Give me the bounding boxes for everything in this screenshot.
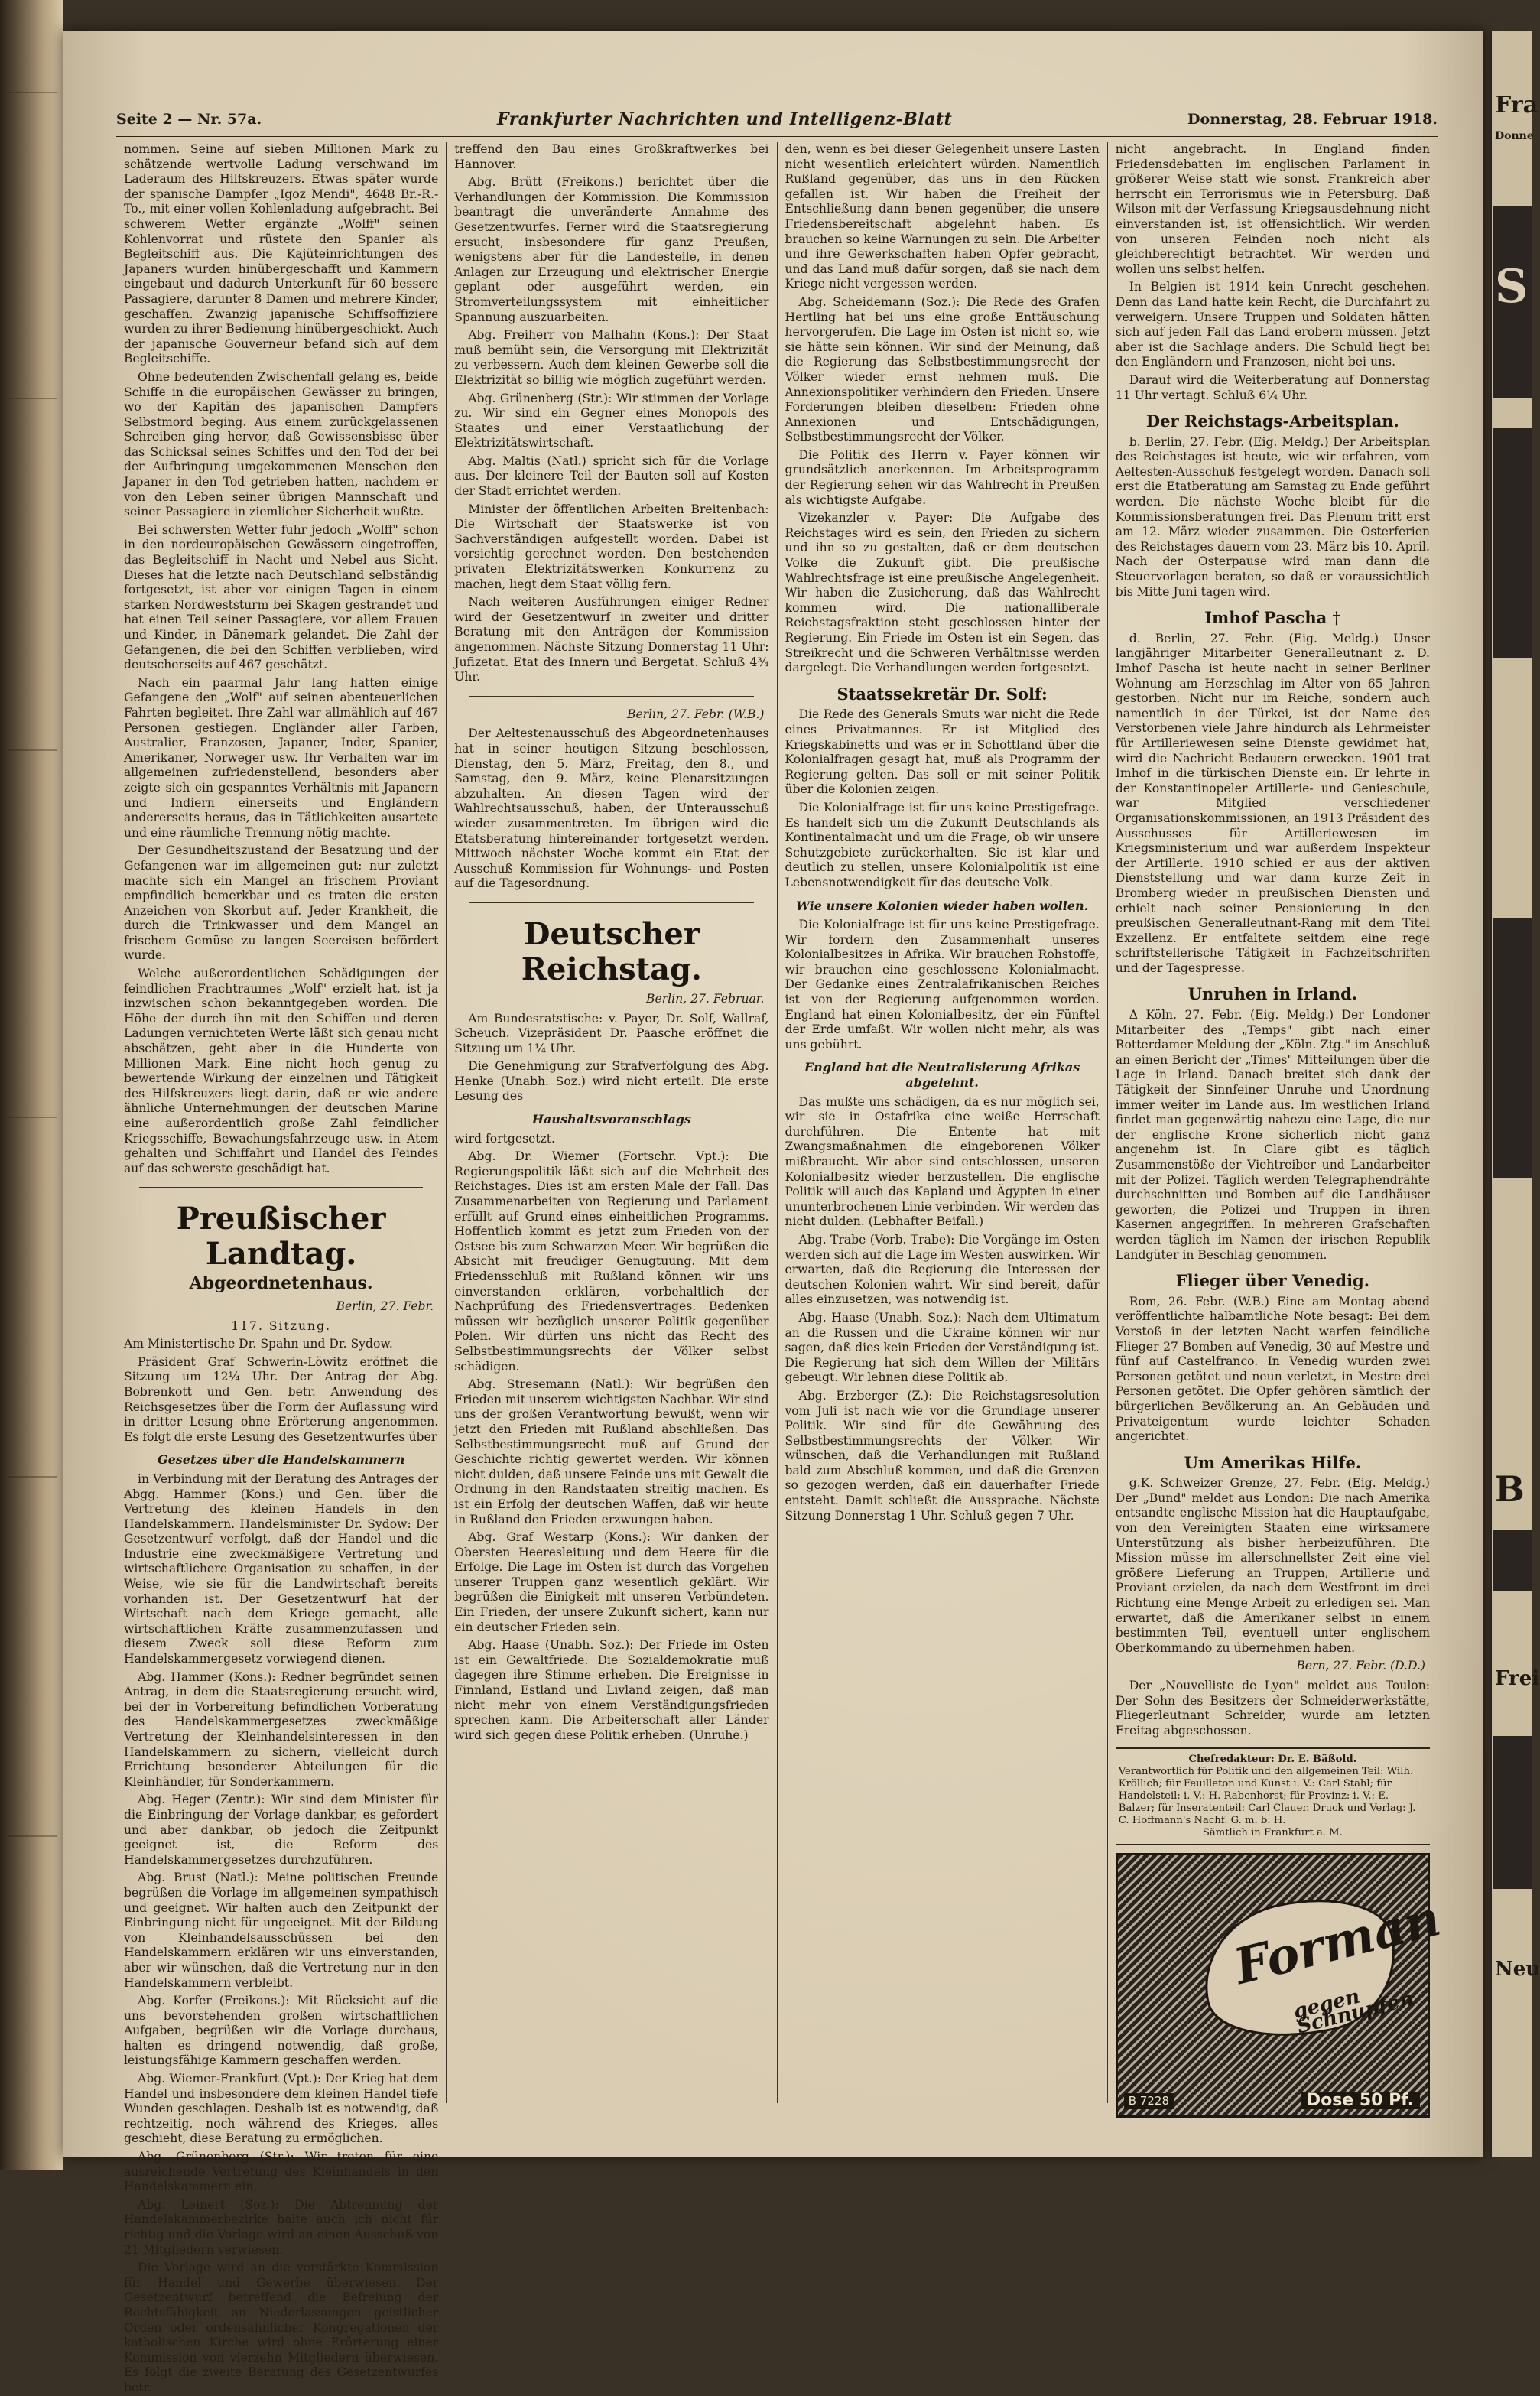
article-paragraph: Welche außerordentlichen Schädigungen der feindlichen Frachtraumes „Wolf" erzielt hat, ist ja inzwischen schon bekanntgegeben worden. Die Höhe der durch ihn mit den Schiffen und deren Ladungen vernichteten Werte läßt sich genau nicht abschätzen, geht aber in die Hunderte von Millionen Mark. Eine nicht hoch genug zu bewertende Wirkung der einzelnen und Tätigkeit des Hilfskreuzers liegt darin, daß er wie andere ähnliche Unternehmungen der deutschen Marine eine außerordentlich große Zahl feindlicher Kriegsschiffe, Bewachungsfahrzeuge usw. in Atem gehalten und Schiffahrt und Handel des Feindes auf das schwerste geschädigt hat. xyxy=(124,967,439,1175)
forman-advertisement xyxy=(1116,1853,1446,2118)
responsible-editors: Verantwortlich für Politik und den allgemeinen Teil: Wilh. Kröllich; für Feuilleton und Kunst i. V.: Carl Stahl; für Handelsteil: i. V.: H. Rabenhorst; für Provinz: i. V.: E. Balzer; für Inseratenteil: Carl Clauer. Druck und Verlag: J. C. Hoffmann's Nachf. G. m. b. H. xyxy=(1118,1766,1416,1827)
article-paragraph: Abg. Wiemer-Frankfurt (Vpt.): Der Krieg hat dem Handel und insbesondere dem kleinen Handel tiefe Wunden geschlagen. Deshalb ist es notwendig, daß rechtzeitig, noch während des Krieges, alles geschieht, diese Beratung zu ermöglichen. xyxy=(124,2072,439,2146)
impressum xyxy=(1116,1747,1430,1845)
obituary-heading: Imhof Pascha † xyxy=(1204,608,1341,628)
article-paragraph: den, wenn es bei dieser Gelegenheit unsere Lasten nicht wesentlich erleichtert würden. Namentlich Rußland gegenüber, das uns in den Rücken gefallen ist. Wir haben die Freiheit der Entschließung dann benen gegenüber, die unsere Friedensbereitschaft abgelehnt haben. Es brauchen so keine Warnungen zu sein. Die Arbeiter und ihre Gewerkschaften haben Opfer gebracht, und das Land muß dafür sorgen, daß sie nach dem Kriege nicht vergessen werden. xyxy=(785,142,1100,291)
irland-heading: Unruhen in Irland. xyxy=(1187,984,1358,1004)
article-paragraph: Rom, 26. Febr. (W.B.) Eine am Montag abend veröffentlichte halbamtliche Note besagt: Bei dem Vorstoß in der letzten Nacht warfen feindliche Flieger 27 Bomben auf Venedig, 30 auf Mestre und fünf auf Castelfranco. In Venedig wurden zwei Personen getötet und neun verletzt, in Mestre drei Personen getötet. Die Opfer gehören sämtlich der bürgerlichen Bevölkerung an. An Gebäuden und Privateigentum wurde leichter Schaden angerichtet. xyxy=(1115,1294,1430,1444)
section-divider xyxy=(469,696,753,697)
article-paragraph: Abg. Brütt (Freikons.) berichtet über die Verhandlungen der Kommission. Die Kommission beantragt die unveränderte Annahme des Gesetzentwurfes. Ferner wird die Staatsregierung ersucht, insbesondere für ganz Preußen, wenigstens aber für die Landesteile, in denen Anlagen zur Erzeugung und elektrischer Energie geplant oder ausgeführt werden, ein Stromverteilungssystem mit einheitlicher Spannung auszuarbeiten. xyxy=(454,175,769,324)
article-paragraph: g.K. Schweizer Grenze, 27. Febr. (Eig. Meldg.) Der „Bund" meldet aus London: Die nach Amerika entsandte englische Mission hat die Hauptaufgabe, von den Vereinigten Staaten eine wirksamere Unterstützung als bisher herbeizuführen. Die Mission müsse im allerschnellster Zeit eine viel größere Lieferung an Truppen, Artillerie und Proviant erzielen, da nach dem Westfront im drei Richtung eine Menge Arbeit zu erledigen sei. Man erwartet, daß die Amerikaner selbst in einem bestimmten Teil, eventuell unter englischem Oberkommando zu übernehmen haben. xyxy=(1115,1476,1430,1655)
ad-block xyxy=(1493,918,1532,1178)
solf-heading: Staatssekretär Dr. Solf: xyxy=(837,684,1048,704)
article-paragraph: Präsident Graf Schwerin-Löwitz eröffnet die Sitzung um 12¼ Uhr. Der Antrag der Abg. Bobrenkott und Gen. betr. Anwendung des Reichsgesetzes über die Form der Auflassung wird in dritter Lesung ohne Erörterung angenommen. Es folgt die erste Lesung des Gesetzentwurfes über xyxy=(124,1354,439,1444)
fragment-text: Donne xyxy=(1495,130,1534,142)
article-paragraph: Der Gesundheitszustand der Besatzung und der Gefangenen war im allgemeinen gut; nur zuletzt machte sich ein Mangel an frischem Proviant empfindlich bemerkbar und es traten die ersten Anzeichen von Skorbut auf. Jeder Krankheit, die durch die Trinkwasser und dem Mangel an frischem Gemüse zu langen Seereisen befördert wurde. xyxy=(124,844,439,963)
ad-tagline: gegen Schnupfen xyxy=(1291,1985,1416,2039)
article-paragraph: Abg. Trabe (Vorb. Trabe): Die Vorgänge im Osten werden sich auf die Lage im Westen auswirken. Wir erwarten, daß die Regierung die Interessen der deutschen Kolonien wahrt. Wir sind bereit, dafür alles einzusetzen, was notwendig ist. xyxy=(785,1232,1100,1307)
column-3 xyxy=(778,142,1108,2103)
fragment-text: B xyxy=(1495,1468,1525,1510)
article-paragraph: Die Genehmigung zur Strafverfolgung des Abg. Henke (Unabh. Soz.) wird nicht erteilt. Die erste Lesung des xyxy=(454,1059,769,1104)
landtag-subtitle: Abgeordnetenhaus. xyxy=(189,1273,373,1294)
article-paragraph: Die Kolonialfrage ist für uns keine Prestigefrage. Es handelt sich um die Zukunft Deutschlands als Kontinentalmacht und um die Frage, ob wir unsere Schutzgebiete zurückerhalten. Sie ist klar und deutlich zu stellen, unsere Kolonialpolitik ist eine Lebensnotwendigkeit für das deutsche Volk. xyxy=(785,800,1100,889)
dateline: Berlin, 27. Februar. xyxy=(646,991,765,1006)
ad-price: Dose 50 Pf. xyxy=(1301,2092,1420,2110)
topic-heading: Wie unsere Kolonien wieder haben wollen. xyxy=(796,898,1089,913)
article-paragraph: Abg. Dr. Wiemer (Fortschr. Vpt.): Die Regierungspolitik läßt sich auf die Mehrheit des Reichstages. Dies ist am ersten Male der Fall. Das Zusammenarbeiten von Regierung und Parlament erfüllt auf Grund eines einheitlichen Programms. Hoffentlich kommt es jetzt zum Frieden von der Ostsee bis zum Schwarzen Meer. Wir begrüßen die Absicht mit freudiger Genugtuung. Mit dem Friedensschluß mit Rußland können wir uns einverstanden erklären, vorbehaltlich der Nachprüfung des Friedensvertrages. Bedenken müssen wir bezüglich unserer Politik gegenüber Polen. Wir dürfen uns nicht das Recht des Selbstbestimmungsrechts der Völker selbst schädigen. xyxy=(454,1149,769,1374)
topic-heading: Gesetzes über die Handelskammern xyxy=(157,1452,405,1468)
header-page-number: Seite 2 — Nr. 57a. xyxy=(116,111,262,128)
topic-heading: Haushaltsvoranschlags xyxy=(531,1112,691,1127)
article-paragraph: Ohne bedeutenden Zwischenfall gelang es, beide Schiffe in die europäischen Gewässer zu bringen, wo der Kapitän des japanischen Dampfers Selbstmord beging. Aus einem zurückgelassenen Schreiben ging hervor, daß Gewissensbisse über das Schicksal seines Schiffes und den Tod der bei der Aufbringung umgekommenen Menschen den Japaner in den Tod getrieben hatten, nachdem er von den Leben seiner übrigen Mannschaft und seiner Passagiere in ziemlicher Sicherheit wußte. xyxy=(124,369,439,519)
article-paragraph: Vizekanzler v. Payer: Die Aufgabe des Reichstages wird es sein, den Frieden zu sichern und ihn so zu gestalten, daß er dem deutschen Volke die Zukunft gibt. Die preußische Wahlrechtsfrage ist eine preußische Angelegenheit. Wir haben die Zusicherung, daß das Wahlrecht kommen wird. Die nationalliberale Reichstagsfraktion steht geschlossen hinter der Regierung. Ein Friede im Osten ist ein Segen, das Streikrecht und die Schweren Verhältnisse werden dargelegt. Die Verhandlungen werden fortgesetzt. xyxy=(785,511,1100,675)
article-paragraph: Abg. Heger (Zentr.): Wir sind dem Minister für die Einbringung der Vorlage dankbar, es gefordert und aber dankbar, ob jedoch die Zeitpunkt geeignet ist, die Reform des Handelskammergesetzes durchzuführen. xyxy=(124,1793,439,1867)
article-paragraph: Abg. Brust (Natl.): Meine politischen Freunde begrüßen die Vorlage im allgemeinen sympathisch und geeignet. Wir halten auch den Zeitpunkt der Einbringung nicht für ungeeignet. Mit der Bildung von Kleinhandelsausschüssen bei den Handelskammern erklären wir uns einverstanden, aber wir wünschen, daß die Vertretung nur in den Handelskammern verbleibt. xyxy=(124,1871,439,1990)
ad-block xyxy=(1493,1736,1532,1889)
article-paragraph: Abg. Grünenberg (Str.): Wir stimmen der Vorlage zu. Wir sind ein Gegner eines Monopols des Staates und einer Verstaatlichung der Elektrizitätswirtschaft. xyxy=(454,391,769,450)
masthead-title: Frankfurter Nachrichten und Intelligenz-Blatt xyxy=(496,109,953,129)
dateline: Berlin, 27. Febr. (W.B.) xyxy=(626,707,765,721)
article-paragraph: Der „Nouvelliste de Lyon" meldet aus Toulon: Der Sohn des Besitzers der Schneiderwerkstätte, Fliegerleutnant Schreider, wurde am letzten Freitag abgeschossen. xyxy=(1115,1679,1430,1738)
article-paragraph: Abg. Hammer (Kons.): Redner begründet seinen Antrag, in dem die Staatsregierung ersucht wird, bei der in Vorbereitung befindlichen Vorberatung des Handelskammergesetzes zweckmäßige Vertretung der Kleinhandelsinteressen in den Handelskammern zu sichern, vielleicht durch Errichtung besonderer Abteilungen für die Kleinhändler, für Sonderkammern. xyxy=(124,1669,439,1789)
section-divider xyxy=(469,902,753,903)
article-columns xyxy=(116,142,1446,2394)
article-paragraph: Abg. Grünenberg (Str.): Wir treten für eine ausreichende Vertretung des Kleinhandels in den Handelskammern ein. xyxy=(124,2150,439,2194)
fragment-text: S xyxy=(1495,260,1529,314)
article-paragraph: nommen. Seine auf sieben Millionen Mark zu schätzende wertvolle Ladung verschwand im Laderaum des Hilfskreuzers. Etwas später wurde der spanische Dampfer „Igoz Mendi", 4648 Br.-R.-To., mit einer vollen Kohlenladung aufgebracht. Bei schwerem Wetter ergänzte „Wolff" seinen Kohlenvorrat und rüstete den Spanier als Begleitschiff aus. Die Kajüteinrichtungen des Japaners wurden hinübergeschafft und Kammern eingebaut und dadurch Unterkunft für 60 bessere Passagiere, darunter 8 Damen und mehrere Kinder, geschaffen. Zwanzig japanische Schiffsoffiziere wurden zu ihrer Bedienung hinübergeschickt. Auch der japanische Gouverneur befand sich auf dem Begleitschiffe. xyxy=(124,142,439,366)
article-paragraph: Abg. Stresemann (Natl.): Wir begrüßen den Frieden mit unserem wichtigsten Nachbar. Wir sind uns der großen Verantwortung bewußt, wenn wir jetzt den Frieden mit Rußland abschließen. Das Selbstbestimmungsrecht muß auf Grund der Geschichte richtig gewertet werden. Wir können nicht dulden, daß unsere Feinde uns mit Gewalt die Ordnung in den Randstaaten streitig machen. Es ist ein Erfolg der deutschen Waffen, daß wir heute in Rußland den Frieden erzwungen haben. xyxy=(454,1377,769,1526)
article-paragraph: Das mußte uns schädigen, da es nur möglich sei, wir sie in Ostafrika eine weiße Herrschaft durchführen. Die Entente hat mit Zwangsmaßnahmen die eingeborenen Völker mißbraucht. Wir aber sind entschlossen, unseren Kolonialbesitz wieder herzustellen. Die englische Politik will auch das Kapland und Ägypten in einer ununterbrochenen Linie verbinden. Wir werden das nicht dulden. (Lebhafter Beifall.) xyxy=(785,1094,1100,1229)
ad-block xyxy=(1493,1530,1532,1591)
venedig-heading: Flieger über Venedig. xyxy=(1175,1271,1370,1291)
article-paragraph: Abg. Korfer (Freikons.): Mit Rücksicht auf die uns bevorstehenden großen wirtschaftlichen Aufgaben, begrüßen wir die Vorlage durchaus, halten es dringend notwendig, daß große, leistungsfähige Kammern geschaffen werden. xyxy=(124,1994,439,2068)
article-paragraph: Die Vorlage wird an die verstärkte Kommission für Handel und Gewerbe überwiesen. Der Gesetzentwurf betreffend die Befreiung der Rechtsfähigkeit an Niederlassungen geistlicher Orden oder ordensähnlicher Kongregationen der katholischen Kirche wird ohne Erörterung einer Kommission von vierzehn Mitgliedern überwiesen. Es folgt die zweite Beratung des Gesetzentwurfes betr. xyxy=(124,2261,439,2394)
article-paragraph: d. Berlin, 27. Febr. (Eig. Meldg.) Unser langjähriger Mitarbeiter Generalleutnant z. D. Imhof Pascha ist heute nacht in seiner Berliner Wohnung am Herzschlag im Alter von 65 Jahren gestorben. Nicht nur im Reiche, sondern auch namentlich in der Türkei, ist der Name des Verstorbenen viele Jahre hindurch als Lehrmeister für Artilleriewesen seine Dienste gewidmet hat, wird die Nachricht Bedauern erwecken. 1901 trat Imhof in die türkischen Dienste ein. Er lehrte in der Konstantinopeler Artillerie- und Genieschule, war Mitglied verschiedener Organisationskommissionen, an 1913 Präsident des Ausschusses für Artilleriewesen im Kriegsministerium und war außerdem Inspekteur der Artillerie. 1910 schied er aus der aktiven Dienststellung und war dann kurze Zeit in Bromberg wieder in preußischen Diensten und erhielt nach seiner Pensionierung in den preußischen Generalleutnant-Rang mit dem Titel Exzellenz. Er entfaltete seitdem eine rege schriftstellerische Tätigkeit in Fachzeitschriften und der Tagespresse. xyxy=(1115,631,1430,975)
article-paragraph: wird fortgesetzt. xyxy=(454,1131,556,1146)
ad-brand: Forman xyxy=(1228,1890,1446,1997)
topic-heading: England hat die Neutralisierung Afrikas abgelehnt. xyxy=(804,1060,1080,1091)
article-paragraph: Am Ministertische Dr. Spahn und Dr. Sydow. xyxy=(124,1337,393,1351)
page-header xyxy=(116,104,1438,137)
dateline: Berlin, 27. Febr. xyxy=(336,1299,434,1313)
fragment-text: Fra xyxy=(1495,92,1538,119)
article-paragraph: Nach weiteren Ausführungen einiger Redner wird der Gesetzentwurf in zweiter und dritter Beratung mit den Anträgen der Kommission angenommen. Nächste Sitzung Donnerstag 11 Uhr: Jufizetat. Etat des Innern und Bergetat. Schluß 4¾ Uhr. xyxy=(454,595,769,684)
article-paragraph: Abg. Haase (Unabh. Soz.): Der Friede im Osten ist ein Gewaltfriede. Die Sozialdemokratie muß dagegen ihre Stimme erheben. Die Ereignisse in Finnland, Estland und Livland zeigen, daß man nicht mehr von einem Verständigungsfrieden sprechen kann. Die Arbeiterschaft aller Länder wird sich gegen diese Politik erheben. (Unruhe.) xyxy=(454,1638,769,1742)
column-4 xyxy=(1108,142,1446,2110)
publisher-location: Sämtlich in Frankfurt a. M. xyxy=(1202,1827,1343,1839)
amerika-heading: Um Amerikas Hilfe. xyxy=(1184,1452,1362,1472)
article-paragraph: Nach ein paarmal Jahr lang hatten einige Gefangene den „Wolf" auf seinen abenteuerlichen Fahrten begleitet. Ihre Zahl war allmählich auf 467 Personen gestiegen. Engländer aller Farben, Australier, Franzosen, Japaner, Inder, Spanier, Amerikaner, Norweger usw. Ihr Verhalten war im allgemeinen zufriedenstellend, besonders aber zeigte sich ein gespanntes Verhältnis mit Japanern und Indiern einerseits und Engländern andererseits heraus, das in Tätlichkeiten ausartete und eine räumliche Trennung nötig machte. xyxy=(124,675,439,840)
article-paragraph: Die Rede des Generals Smuts war nicht die Rede eines Privatmannes. Er ist Mitglied des Kriegskabinetts und was er in Schottland über die Kolonialfragen gesagt hat, muß als Programm der Regierung gelten. Das soll er mit seiner Politik über die Kolonien zeigen. xyxy=(785,707,1100,797)
article-paragraph: Am Bundesratstische: v. Payer, Dr. Solf, Wallraf, Scheuch. Vizepräsident Dr. Paasche eröffnet die Sitzung um 1¼ Uhr. xyxy=(454,1011,769,1055)
ad-code: B 7228 xyxy=(1124,2093,1174,2110)
session-number: 117. Sitzung. xyxy=(231,1318,332,1333)
article-paragraph: in Verbindung mit der Beratung des Antrages der Abgg. Hammer (Kons.) und Gen. über die Vertretung des kleinen Handels in den Handelskammern. Handelsminister Dr. Sydow: Der Gesetzentwurf verfolgt, daß der Handel und die Industrie eine zweckmäßigere Vertretung und wirtschaftlichere Organisation zu schaffen, in der Weise, wie sie für die Landwirtschaft bereits vorhanden ist. Der Gesetzentwurf hat der Wirtschaft nach dem Kriege gemacht, alle wirtschaftlichen Kräfte zusammenzufassen und diesem Zweck soll diese Reform zum Handelskammergesetz vorwiegend dienen. xyxy=(124,1471,439,1666)
article-paragraph: Abg. Leinert (Soz.): Die Abtrennung der Handelskammerbezirke halte auch ich nicht für richtig und die Vorlage wird an einen Ausschuß von 21 Mitgliedern verwiesen. xyxy=(124,2197,439,2257)
header-date: Donnerstag, 28. Februar 1918. xyxy=(1187,111,1438,128)
article-paragraph: Abg. Erzberger (Z.): Die Reichstagsresolution vom Juli ist nach wie vor die Grundlage unserer Politik. Wir sind für die Gewährung des Selbstbestimmungsrechts der Völker. Wir wünschen, daß die Verhandlungen mit Rußland bald zum Abschluß kommen, und daß die Grenzen so gezogen werden, daß ein dauerhafter Friede entsteht. Damit schließt die Aussprache. Nächste Sitzung Donnerstag 1 Uhr. Schluß gegen 7 Uhr. xyxy=(785,1388,1100,1523)
article-paragraph: Abg. Graf Westarp (Kons.): Wir danken der Obersten Heeresleitung und dem Heere für die Erfolge. Die Lage im Osten ist durch das Vorgehen unserer Truppen ganz wesentlich geklärt. Wir begrüßen die Einigkeit mit unseren Verbündeten. Ein Frieden, der unsere Zukunft sichert, kann nur ein deutscher Frieden sein. xyxy=(454,1530,769,1634)
dateline: Bern, 27. Febr. (D.D.) xyxy=(1296,1659,1425,1673)
article-paragraph: Abg. Maltis (Natl.) spricht sich für die Vorlage aus. Der kleinere Teil der Bauten soll auf Kosten der Stadt errichtet werden. xyxy=(454,454,769,499)
article-paragraph: b. Berlin, 27. Febr. (Eig. Meldg.) Der Arbeitsplan des Reichstages ist heute, wie wir erfahren, vom Aeltesten-Ausschuß festgelegt worden. Danach soll erst die Etatberatung am Samstag zu Ende geführt werden. Die nächste Woche bleibt für die Kommissionsberatungen frei. Das Plenum tritt erst am 12. März wieder zusammen. Die Osterferien des Reichstages dauern vom 23. März bis 10. April. Nach der Osterpause wird man dann die Steuervorlagen beraten, so daß er voraussichtlich bis Mitte Juni tagen wird. xyxy=(1115,434,1430,599)
article-paragraph: Δ Köln, 27. Febr. (Eig. Meldg.) Der Londoner Mitarbeiter des „Temps" gibt nach einer Rotterdamer Meldung der „Köln. Ztg." im Anschluß an einen Bericht der „Times" Mitteilungen über die Lage in Irland. Danach breitet sich dank der Tätigkeit der Sinnfeiner Unruhe und Unordnung immer weiter im Lande aus. Im westlichen Irland findet man gegenwärtig nahezu eine Lage, die nur der englische Krone sicherlich nicht ganz angenehm ist. In Clare gibt es täglich Zusammenstöße der Viehtreiber und Landarbeiter mit der Polizei. Täglich werden Telegraphendrähte durchschnitten und Bomben auf die Landhäuser geworfen, die Polizei und Truppen in ihren Kasernen angegriffen. In mehreren Grafschaften werden täglich im Namen der irischen Republik Landgüter in Beschlag genommen. xyxy=(1115,1008,1430,1262)
article-paragraph: nicht angebracht. In England finden Friedensdebatten im englischen Parlament in größerer Weise statt wie sonst. Frankreich aber herrscht ein Terrorismus wie in Petersburg. Daß Wilson mit der Verfassung Kriegsausdehnung nicht einverstanden ist, ist offensichtlich. Wir werden von unseren Feinden noch nicht als gleichberechtigt betrachtet. Wir werden und wollen uns selbst helfen. xyxy=(1115,142,1430,276)
landtag-title: Preußischer Landtag. xyxy=(176,1201,386,1273)
article-paragraph: Minister der öffentlichen Arbeiten Breitenbach: Die Wirtschaft der Staatswerke ist von Sachverständigen aufgestellt worden. Dabei ist vorsichtig gerechnet worden. Den bestehenden privaten Elektrizitätswerken Konkurrenz zu machen, liegt dem Staat völlig fern. xyxy=(454,502,769,591)
article-paragraph: Der Aeltestenausschuß des Abgeordnetenhauses hat in seiner heutigen Sitzung beschlossen, Dienstag, den 5. März, Freitag, den 8., und Samstag, den 9. März, keine Plenarsitzungen abzuhalten. An diesen Tagen wird der Wahlrechtsausschuß, haben, der Unterausschuß wieder zusammentreten. Im übrigen wird die Etatsberatung hintereinander fortgesetzt werden. Mittwoch nächster Woche kommt ein Etat der Ausschuß Kommission für Wohnungs- und Posten auf die Tagesordnung. xyxy=(454,727,769,891)
book-binding xyxy=(0,0,63,2170)
column-2 xyxy=(447,142,777,2103)
fragment-text: Frei xyxy=(1495,1667,1540,1690)
article-paragraph: Die Politik des Herrn v. Payer können wir grundsätzlich anerkennen. Im Arbeitsprogramm der Regierung sehen wir das Wahlrecht in Preußen als wichtigste Aufgabe. xyxy=(785,447,1100,507)
article-paragraph: Bei schwersten Wetter fuhr jedoch „Wolff" schon in den nordeuropäischen Gewässern eingetroffen, das Begleitschiff in Nacht und Nebel aus Sicht. Dieses hat die letzte nach Deutschland selbständig fortgesetzt, ist aber vor einigen Tagen in einem starken Nordweststurm bei Skagen gestrandet und hat einen Teil seiner Passagiere, vor allem Frauen und Kinder, in Dänemark gelandet. Die Zahl der Gefangenen, die bei den Schiffen verblieben, wird deutscherseits auf 467 geschätzt. xyxy=(124,522,439,672)
newspaper-page xyxy=(63,31,1483,2394)
fragment-text: Neu xyxy=(1495,1958,1540,1981)
article-paragraph: Die Kolonialfrage ist für uns keine Prestigefrage. Wir fordern den Zusammenhalt unseres Kolonialbesitzes in Afrika. Wir brauchen Rohstoffe, wir brauchen eine geschlossene Kolonialmacht. Der Gedanke eines Zentralafrikanischen Reiches ist von der Regierung aufgenommen worden. England hat einen Kolonialbesitz, der ein Fünftel der Erde umfaßt. Wir wollen nicht mehr, als was uns gebührt. xyxy=(785,918,1100,1052)
article-paragraph: Abg. Haase (Unabh. Soz.): Nach dem Ultimatum an die Russen und die Ukraine können wir nur sagen, daß dies kein Frieden der Verständigung ist. Die Regierung hat sich dem Willen der Militärs gebeugt. Wir lehnen diese Politik ab. xyxy=(785,1310,1100,1385)
article-paragraph: In Belgien ist 1914 kein Unrecht geschehen. Denn das Land hatte kein Recht, die Durchfahrt zu verweigern. Unsere Truppen und Soldaten hätten sich auf jeden Fall das Land erobern müssen. Jetzt aber ist die Sachlage anders. Die Schuld liegt bei den Engländern und Franzosen, nicht bei uns. xyxy=(1115,280,1430,369)
ad-block xyxy=(1493,428,1532,658)
article-paragraph: Abg. Scheidemann (Soz.): Die Rede des Grafen Hertling hat bei uns eine große Enttäuschung hervorgerufen. Die Lage im Osten ist nicht so, wie sie hätte sein können. Wir sind der Meinung, daß die Regierung das Selbstbestimmungsrecht der Völker wieder ernst nehmen muß. Die Annexionspolitiker verhindern den Frieden. Unsere Forderungen bleiben dieselben: Frieden ohne Annexionen und Entschädigungen, Selbstbestimmungsrecht der Völker. xyxy=(785,294,1100,444)
arbeitsplan-heading: Der Reichstags-Arbeitsplan. xyxy=(1145,411,1399,431)
column-1 xyxy=(116,142,447,2394)
editor-in-chief: Chefredakteur: Dr. E. Bäßold. xyxy=(1188,1754,1357,1766)
section-divider xyxy=(139,1187,423,1188)
reichstag-title: Deutscher Reichstag. xyxy=(521,915,702,987)
article-paragraph: Abg. Freiherr von Malhahn (Kons.): Der Staat muß bemüht sein, die Versorgung mit Elektrizität zu verbessern. Auch dem kleinen Gewerbe soll die Elektrizität so billig wie möglich zugeführt werden. xyxy=(454,328,769,387)
adjacent-page-edge xyxy=(1490,31,1540,2157)
article-paragraph: Darauf wird die Weiterberatung auf Donnerstag 11 Uhr vertagt. Schluß 6¼ Uhr. xyxy=(1115,372,1430,402)
article-paragraph: treffend den Bau eines Großkraftwerkes bei Hannover. xyxy=(454,142,769,171)
